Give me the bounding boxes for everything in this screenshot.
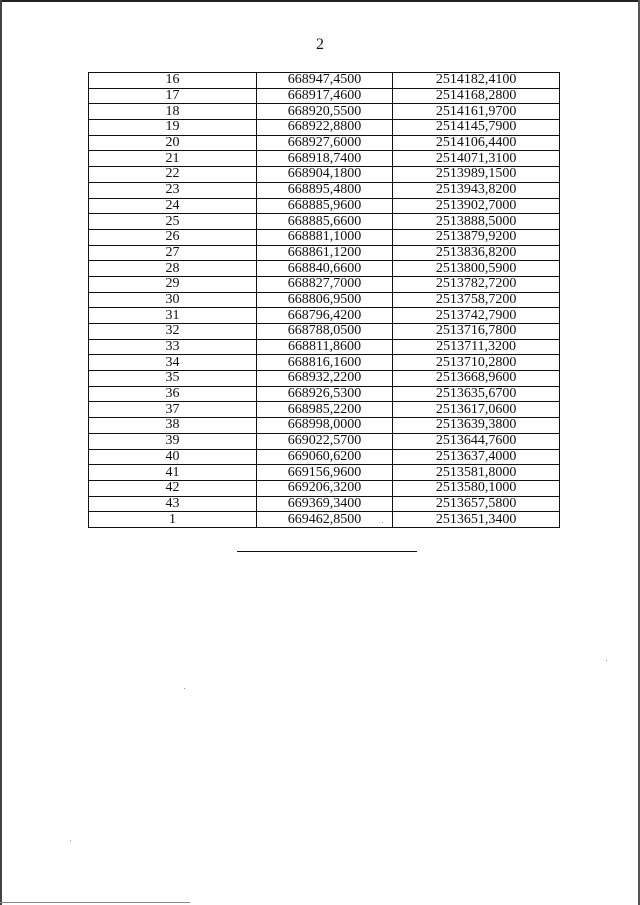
point-number-cell: 18 <box>89 104 257 120</box>
point-number-cell: 38 <box>89 418 257 434</box>
y-coordinate-cell: 2513782,7200 <box>393 276 560 292</box>
y-coordinate-cell: 2514106,4400 <box>393 135 560 151</box>
x-coordinate-cell: 668881,1000 <box>256 229 392 245</box>
point-number-cell: 40 <box>89 449 257 465</box>
x-coordinate-cell: 668927,6000 <box>256 135 392 151</box>
table-row <box>89 480 560 496</box>
table-row <box>89 449 560 465</box>
point-number-cell: 24 <box>89 198 257 214</box>
x-coordinate-cell: 668947,4500 <box>256 73 392 89</box>
table-row <box>89 433 560 449</box>
x-coordinate-cell: 668885,6600 <box>256 214 392 230</box>
coordinates-table <box>88 72 560 528</box>
point-number-cell: 30 <box>89 292 257 308</box>
y-coordinate-cell: 2513902,7000 <box>393 198 560 214</box>
y-coordinate-cell: 2513635,6700 <box>393 386 560 402</box>
x-coordinate-cell: 668920,5500 <box>256 104 392 120</box>
x-coordinate-cell: 669022,5700 <box>256 433 392 449</box>
table-row <box>89 182 560 198</box>
table-row <box>89 229 560 245</box>
x-coordinate-cell: 668806,9500 <box>256 292 392 308</box>
table-row <box>89 214 560 230</box>
point-number-cell: 36 <box>89 386 257 402</box>
x-coordinate-cell: 668885,9600 <box>256 198 392 214</box>
y-coordinate-cell: 2513879,9200 <box>393 229 560 245</box>
y-coordinate-cell: 2513800,5900 <box>393 261 560 277</box>
y-coordinate-cell: 2513716,7800 <box>393 324 560 340</box>
point-number-cell: 25 <box>89 214 257 230</box>
point-number-cell: 31 <box>89 308 257 324</box>
table-row <box>89 465 560 481</box>
table-row <box>89 135 560 151</box>
point-number-cell: 33 <box>89 339 257 355</box>
point-number-cell: 1 <box>89 512 257 528</box>
x-coordinate-cell: 668895,4800 <box>256 182 392 198</box>
table-row <box>89 308 560 324</box>
table-row <box>89 292 560 308</box>
y-coordinate-cell: 2513943,8200 <box>393 182 560 198</box>
table-row <box>89 261 560 277</box>
x-coordinate-cell: 669462,8500 <box>256 512 392 528</box>
x-coordinate-cell: 668861,1200 <box>256 245 392 261</box>
y-coordinate-cell: 2513637,4000 <box>393 449 560 465</box>
y-coordinate-cell: 2513580,1000 <box>393 480 560 496</box>
x-coordinate-cell: 668840,6600 <box>256 261 392 277</box>
point-number-cell: 26 <box>89 229 257 245</box>
table-row <box>89 371 560 387</box>
y-coordinate-cell: 2514161,9700 <box>393 104 560 120</box>
table-row <box>89 245 560 261</box>
point-number-cell: 29 <box>89 276 257 292</box>
point-number-cell: 16 <box>89 73 257 89</box>
point-number-cell: 34 <box>89 355 257 371</box>
point-number-cell: 19 <box>89 120 257 136</box>
table-row <box>89 402 560 418</box>
x-coordinate-cell: 668917,4600 <box>256 88 392 104</box>
table-row <box>89 120 560 136</box>
table-row <box>89 386 560 402</box>
table-row <box>89 104 560 120</box>
x-coordinate-cell: 668926,5300 <box>256 386 392 402</box>
table-row <box>89 73 560 89</box>
y-coordinate-cell: 2514145,7900 <box>393 120 560 136</box>
scan-speck <box>184 688 185 689</box>
end-rule <box>237 551 417 552</box>
x-coordinate-cell: 668904,1800 <box>256 167 392 183</box>
y-coordinate-cell: 2513668,9600 <box>393 371 560 387</box>
x-coordinate-cell: 668932,2200 <box>256 371 392 387</box>
table-row <box>89 512 560 528</box>
point-number-cell: 23 <box>89 182 257 198</box>
y-coordinate-cell: 2513644,7600 <box>393 433 560 449</box>
x-coordinate-cell: 668827,7000 <box>256 276 392 292</box>
table-row <box>89 167 560 183</box>
x-coordinate-cell: 669156,9600 <box>256 465 392 481</box>
table-row <box>89 198 560 214</box>
point-number-cell: 37 <box>89 402 257 418</box>
point-number-cell: 21 <box>89 151 257 167</box>
point-number-cell: 28 <box>89 261 257 277</box>
y-coordinate-cell: 2513711,3200 <box>393 339 560 355</box>
table-row <box>89 276 560 292</box>
scan-edge-bottom <box>0 902 190 903</box>
y-coordinate-cell: 2513639,3800 <box>393 418 560 434</box>
table-row <box>89 88 560 104</box>
table-row <box>89 355 560 371</box>
y-coordinate-cell: 2513657,5800 <box>393 496 560 512</box>
point-number-cell: 41 <box>89 465 257 481</box>
point-number-cell: 20 <box>89 135 257 151</box>
table-row <box>89 339 560 355</box>
x-coordinate-cell: 668918,7400 <box>256 151 392 167</box>
point-number-cell: 35 <box>89 371 257 387</box>
y-coordinate-cell: 2513651,3400 <box>393 512 560 528</box>
x-coordinate-cell: 668922,8800 <box>256 120 392 136</box>
x-coordinate-cell: 669206,3200 <box>256 480 392 496</box>
scan-edge-left <box>0 0 2 905</box>
point-number-cell: 32 <box>89 324 257 340</box>
y-coordinate-cell: 2513989,1500 <box>393 167 560 183</box>
x-coordinate-cell: 668788,0500 <box>256 324 392 340</box>
coordinates-table-body <box>89 73 560 528</box>
table-row <box>89 418 560 434</box>
table-row <box>89 496 560 512</box>
y-coordinate-cell: 2513836,8200 <box>393 245 560 261</box>
table-row <box>89 324 560 340</box>
y-coordinate-cell: 2513758,7200 <box>393 292 560 308</box>
y-coordinate-cell: 2513581,8000 <box>393 465 560 481</box>
scan-speck <box>606 660 607 661</box>
y-coordinate-cell: 2513742,7900 <box>393 308 560 324</box>
x-coordinate-cell: 668796,4200 <box>256 308 392 324</box>
x-coordinate-cell: 669369,3400 <box>256 496 392 512</box>
x-coordinate-cell: 669060,6200 <box>256 449 392 465</box>
x-coordinate-cell: 668998,0000 <box>256 418 392 434</box>
point-number-cell: 22 <box>89 167 257 183</box>
point-number-cell: 43 <box>89 496 257 512</box>
y-coordinate-cell: 2513888,5000 <box>393 214 560 230</box>
x-coordinate-cell: 668816,1600 <box>256 355 392 371</box>
point-number-cell: 17 <box>89 88 257 104</box>
point-number-cell: 39 <box>89 433 257 449</box>
scan-edge-top <box>0 0 640 2</box>
y-coordinate-cell: 2513710,2800 <box>393 355 560 371</box>
x-coordinate-cell: 668985,2200 <box>256 402 392 418</box>
scan-speck <box>382 522 383 523</box>
scan-speck <box>70 840 71 841</box>
y-coordinate-cell: 2514182,4100 <box>393 73 560 89</box>
x-coordinate-cell: 668811,8600 <box>256 339 392 355</box>
y-coordinate-cell: 2514071,3100 <box>393 151 560 167</box>
point-number-cell: 27 <box>89 245 257 261</box>
y-coordinate-cell: 2513617,0600 <box>393 402 560 418</box>
table-row <box>89 151 560 167</box>
y-coordinate-cell: 2514168,2800 <box>393 88 560 104</box>
point-number-cell: 42 <box>89 480 257 496</box>
page-number: 2 <box>316 36 324 53</box>
